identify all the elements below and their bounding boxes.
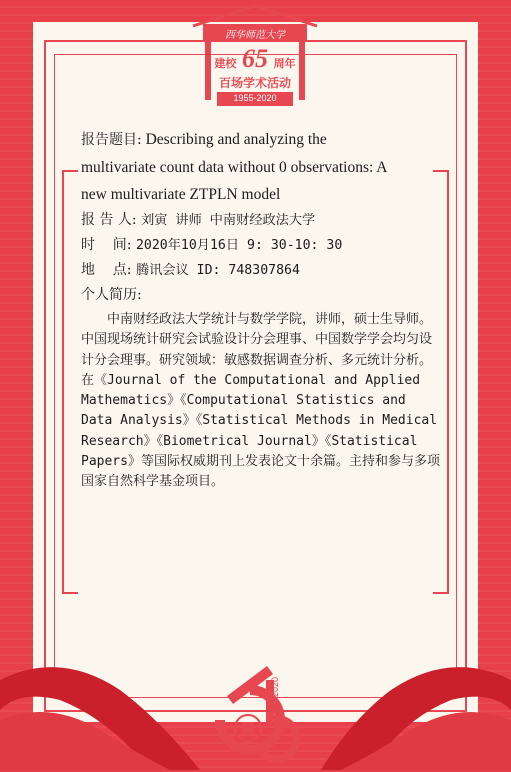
sixty-five-logo-icon bbox=[200, 660, 320, 768]
anniversary-prefix: 建校 bbox=[214, 57, 237, 70]
report-content bbox=[81, 126, 441, 493]
bio-label: 个人简历: bbox=[81, 287, 142, 303]
place-value: 腾讯会议 ID: 748307864 bbox=[135, 263, 300, 278]
anniversary-number: 65 bbox=[242, 44, 268, 73]
logo-years: 1955-2020 bbox=[270, 676, 280, 720]
place-label: 地 点: bbox=[81, 262, 132, 278]
anniversary-line bbox=[199, 44, 311, 74]
time-row bbox=[81, 233, 441, 258]
frame-ornament-left bbox=[62, 170, 78, 594]
anniversary-logo bbox=[200, 660, 320, 768]
place-row bbox=[81, 258, 441, 283]
time-label: 时 间: bbox=[81, 237, 132, 253]
time-value: 2020年10月16日 9: 30-10: 30 bbox=[135, 238, 343, 253]
ribbon-right-decoration bbox=[321, 640, 511, 770]
ribbon-left-decoration bbox=[0, 640, 200, 770]
report-title-row bbox=[81, 126, 441, 154]
anniversary-header bbox=[185, 0, 325, 110]
report-title-line3: new multivariate ZTPLN model bbox=[81, 186, 281, 203]
years-badge: 1955-2020 bbox=[233, 93, 277, 103]
report-title-label: 报告题目: bbox=[81, 132, 142, 148]
university-name: 西华师范大学 bbox=[225, 30, 285, 41]
anniversary-suffix: 周年 bbox=[273, 57, 296, 70]
report-title-line2: multivariate count data without 0 observations: A bbox=[81, 159, 388, 176]
speaker-row bbox=[81, 208, 441, 233]
speaker-value: 刘寅 讲师 中南财经政法大学 bbox=[141, 213, 316, 228]
report-title-line1: Describing and analyzing the bbox=[145, 131, 327, 148]
bio-text: 中南财经政法大学统计与数学学院，讲师，硕士生导师。中国现场统计研究会试验设计分会理事、中国数学学会均匀设计分会理事。研究领域：敏感数据调查分析、多元统计分析。在《Journal of the Computational and Applied Mathematics》《Computational Statistics and Data Analysis》《Statistical Methods in Medical Research》《Biometrical Journal》《Statistical Papers》等国际权威期刊上发表论文十余篇。主持和参与多项国家自然科学基金项目。 bbox=[81, 312, 440, 490]
speaker-label: 报 告 人: bbox=[81, 212, 137, 228]
event-name: 百场学术活动 bbox=[218, 76, 291, 90]
